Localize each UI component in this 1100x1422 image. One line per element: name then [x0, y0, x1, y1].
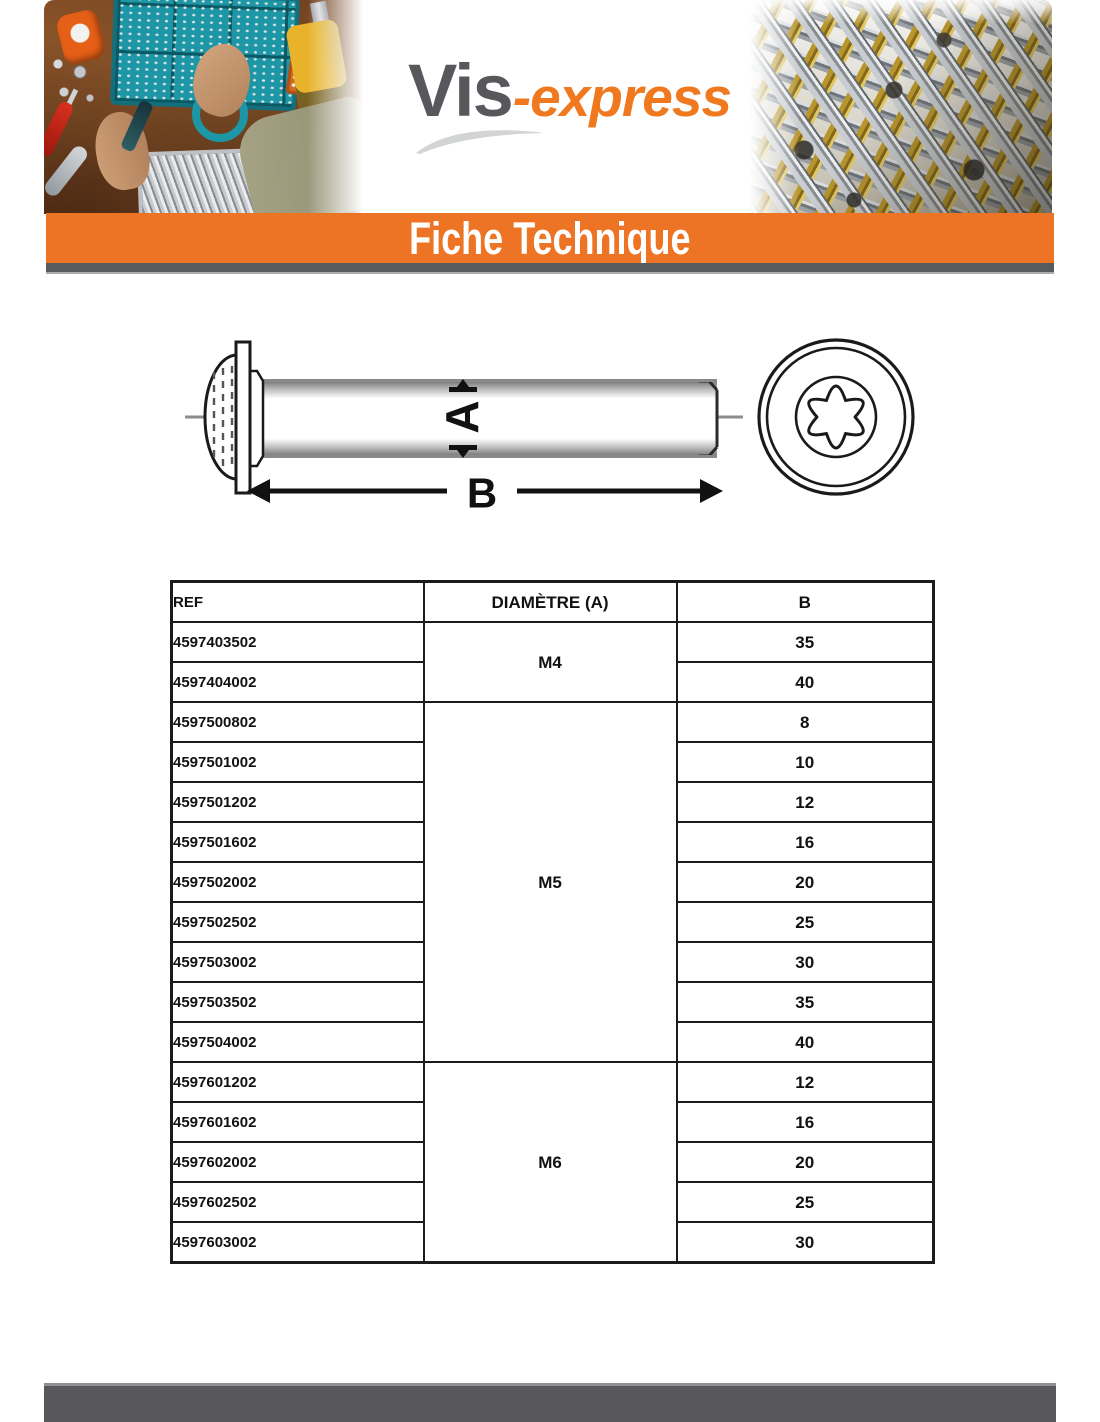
logo-swoosh — [413, 127, 548, 155]
column-header-ref: REF — [172, 582, 424, 623]
shaft-top-line — [251, 379, 717, 382]
length-b-cell: 12 — [677, 782, 934, 822]
length-b-cell: 40 — [677, 662, 934, 702]
dimensions-table — [170, 580, 935, 1264]
photo-fade-top — [744, 0, 1052, 24]
table-header-row — [172, 582, 934, 623]
photo-fade-edge — [307, 0, 370, 214]
ref-cell: 4597602002 — [172, 1142, 424, 1182]
length-b-cell: 30 — [677, 942, 934, 982]
scattered-washers — [46, 52, 106, 112]
shaft-bottom-line — [251, 455, 717, 458]
dim-a-bar-bottom — [449, 445, 477, 450]
screw-flange — [236, 342, 250, 493]
length-b-cell: 35 — [677, 622, 934, 662]
table-row — [172, 1062, 934, 1102]
length-b-cell: 25 — [677, 1182, 934, 1222]
length-b-cell: 35 — [677, 982, 934, 1022]
table-row — [172, 702, 934, 742]
ref-cell: 4597503502 — [172, 982, 424, 1022]
ref-cell: 4597502502 — [172, 902, 424, 942]
photo-fade-edge — [744, 0, 800, 214]
length-b-cell: 30 — [677, 1222, 934, 1263]
banner-divider-light — [46, 272, 1054, 274]
table-row — [172, 622, 934, 662]
column-header-diametre: DIAMÈTRE (A) — [424, 582, 677, 623]
diameter-cell: M4 — [424, 622, 677, 702]
dim-a-bar-top — [449, 387, 477, 392]
ref-cell: 4597601602 — [172, 1102, 424, 1142]
dim-label-b: B — [466, 469, 498, 517]
footer-bar — [44, 1383, 1056, 1422]
column-header-b: B — [677, 582, 934, 623]
ref-cell: 4597501602 — [172, 822, 424, 862]
ref-cell: 4597502002 — [172, 862, 424, 902]
ref-cell: 4597504002 — [172, 1022, 424, 1062]
workbench-photo — [44, 0, 370, 214]
screw-technical-drawing — [150, 328, 940, 540]
ref-cell: 4597603002 — [172, 1222, 424, 1263]
length-b-cell: 25 — [677, 902, 934, 942]
ref-cell: 4597601202 — [172, 1062, 424, 1102]
screws-pile-photo — [744, 0, 1052, 214]
diameter-cell: M6 — [424, 1062, 677, 1263]
logo-express-text: -express — [512, 66, 732, 128]
length-b-cell: 20 — [677, 1142, 934, 1182]
ref-cell: 4597404002 — [172, 662, 424, 702]
page-title: Fiche Technique — [409, 212, 691, 264]
ref-cell: 4597403502 — [172, 622, 424, 662]
length-b-cell: 8 — [677, 702, 934, 742]
length-b-cell: 40 — [677, 1022, 934, 1062]
title-banner — [46, 213, 1054, 263]
ref-cell: 4597501202 — [172, 782, 424, 822]
dim-label-a: A — [436, 400, 488, 434]
length-b-cell: 12 — [677, 1062, 934, 1102]
ref-cell: 4597503002 — [172, 942, 424, 982]
diameter-cell: M5 — [424, 702, 677, 1062]
dim-b-arrow-right — [700, 479, 723, 503]
ref-cell: 4597500802 — [172, 702, 424, 742]
length-b-cell: 16 — [677, 1102, 934, 1142]
vis-express-logo — [408, 48, 731, 133]
length-b-cell: 10 — [677, 742, 934, 782]
banner-divider — [46, 263, 1054, 272]
length-b-cell: 20 — [677, 862, 934, 902]
screw-neck — [250, 371, 263, 466]
ref-cell: 4597602502 — [172, 1182, 424, 1222]
logo-vis-text: Vis — [408, 49, 512, 132]
front-view-outer-circle — [759, 340, 913, 494]
ref-cell: 4597501002 — [172, 742, 424, 782]
length-b-cell: 16 — [677, 822, 934, 862]
